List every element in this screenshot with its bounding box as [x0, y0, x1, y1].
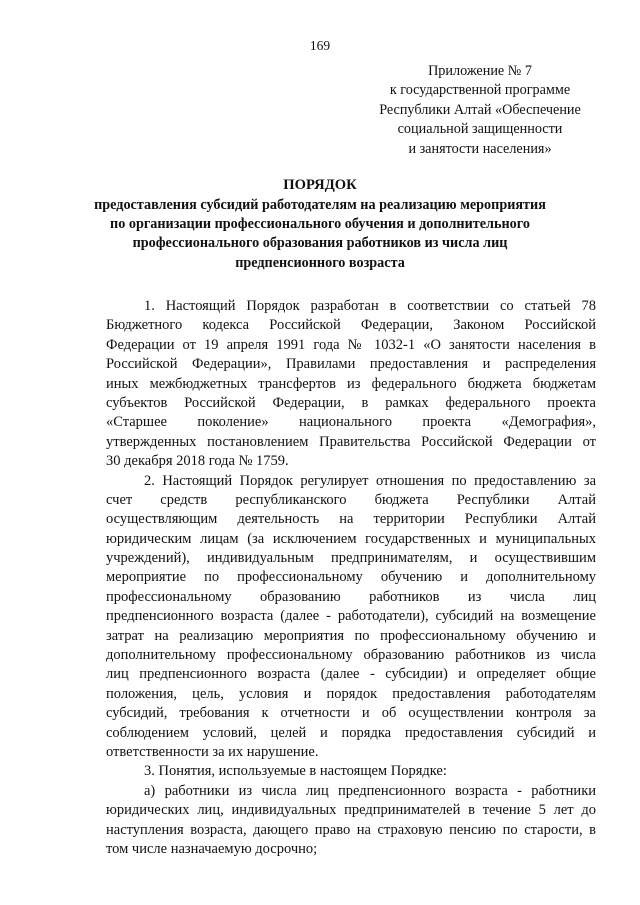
paragraph-1-line: Федерации от 19 апреля 1991 года № 1032-1 «О занятости населения в [106, 336, 596, 353]
subtitle-line: предоставления субсидий работодателям на реализацию мероприятия [94, 197, 546, 213]
subitem-a-line: юридических лиц, индивидуальных предпринимателей в течение 5 лет до [106, 802, 596, 819]
subtitle-line: профессионального образования работников из числа лиц [132, 235, 508, 252]
paragraph-2-line: 2. Настоящий Порядок регулирует отношения по предоставлению за [144, 472, 596, 489]
appendix-line: социальной защищенности [397, 121, 563, 138]
paragraph-1-line: Российской Федерации», Правилами предоставления и распределения [106, 356, 596, 373]
document-subtitle [80, 196, 560, 273]
paragraph-2-line: осуществляющим деятельность на территории Республики Алтай [106, 511, 596, 528]
paragraph-2-line: дополнительному профессиональному образованию работников из числа [106, 647, 596, 664]
page-number: 169 [309, 38, 331, 53]
paragraph-1-line: 1. Настоящий Порядок разработан в соответствии со статьей 78 [144, 298, 596, 314]
paragraph-2-line: счет средств республиканского бюджета Республики Алтай [106, 491, 596, 508]
paragraph-2-line: соблюдением условий, целей и порядка предоставления субсидий и [106, 724, 596, 741]
paragraph-2-line: юридическим лицам (за исключением государственных и муниципальных [106, 530, 596, 547]
paragraph-1-line: иных межбюджетных трансфертов из федерального бюджета бюджетам [106, 375, 596, 392]
paragraph-2-line: положения, цель, условия и порядок предоставления работодателям [106, 685, 596, 702]
paragraph-1-line: Бюджетного кодекса Российской Федерации, Законом Российской [106, 317, 596, 334]
paragraph-2-line: профессиональному образованию работников из числа лиц [106, 588, 596, 605]
subitem-a-line: наступления возраста, дающего право на страховую пенсию по старости, в [106, 821, 596, 838]
paragraph-1-line: 30 декабря 2018 года № 1759. [106, 453, 289, 470]
paragraph-3-line: 3. Понятия, используемые в настоящем Порядке: [144, 763, 447, 780]
subtitle-line: предпенсионного возраста [235, 254, 405, 271]
paragraph-2-line: субсидий, требования к отчетности и об осуществлении контроля за [106, 705, 596, 722]
subitem-a-line: том числе назначаемую досрочно; [106, 840, 318, 857]
body-text [106, 297, 596, 859]
appendix-block [355, 62, 605, 159]
paragraph-1-line: «Старшее поколение» национального проекта «Демография», [106, 414, 596, 431]
paragraph-2-line: ответственности за их нарушение. [106, 743, 319, 760]
appendix-line: Республики Алтай «Обеспечение [379, 101, 581, 118]
paragraph-2-line: мероприятие по профессиональному обучению и дополнительному [106, 569, 596, 586]
paragraph-2-line: затрат на реализацию мероприятия по профессиональному обучению и [106, 627, 596, 644]
paragraph-1-line: субъектов Российской Федерации, в рамках федерального проекта [106, 394, 596, 411]
appendix-line: и занятости населения» [408, 140, 552, 157]
paragraph-1-line: утвержденных постановлением Правительства Российской Федерации от [106, 433, 596, 450]
paragraph-2-line: предпенсионного возраста (далее - работодатели), субсидий на возмещение [106, 608, 596, 625]
paragraph-2-line: учреждений), индивидуальным предпринимателям, и осуществившим [106, 550, 596, 567]
appendix-line: к государственной программе [389, 82, 571, 99]
document-title: ПОРЯДОК [283, 177, 357, 193]
subtitle-line: по организации профессионального обучения и дополнительного [110, 216, 530, 233]
subitem-a-line: а) работники из числа лиц предпенсионного возраста - работники [144, 782, 596, 799]
appendix-line: Приложение № 7 [428, 63, 532, 79]
paragraph-2-line: лиц предпенсионного возраста (далее - субсидии) и определяет общие [106, 666, 596, 683]
